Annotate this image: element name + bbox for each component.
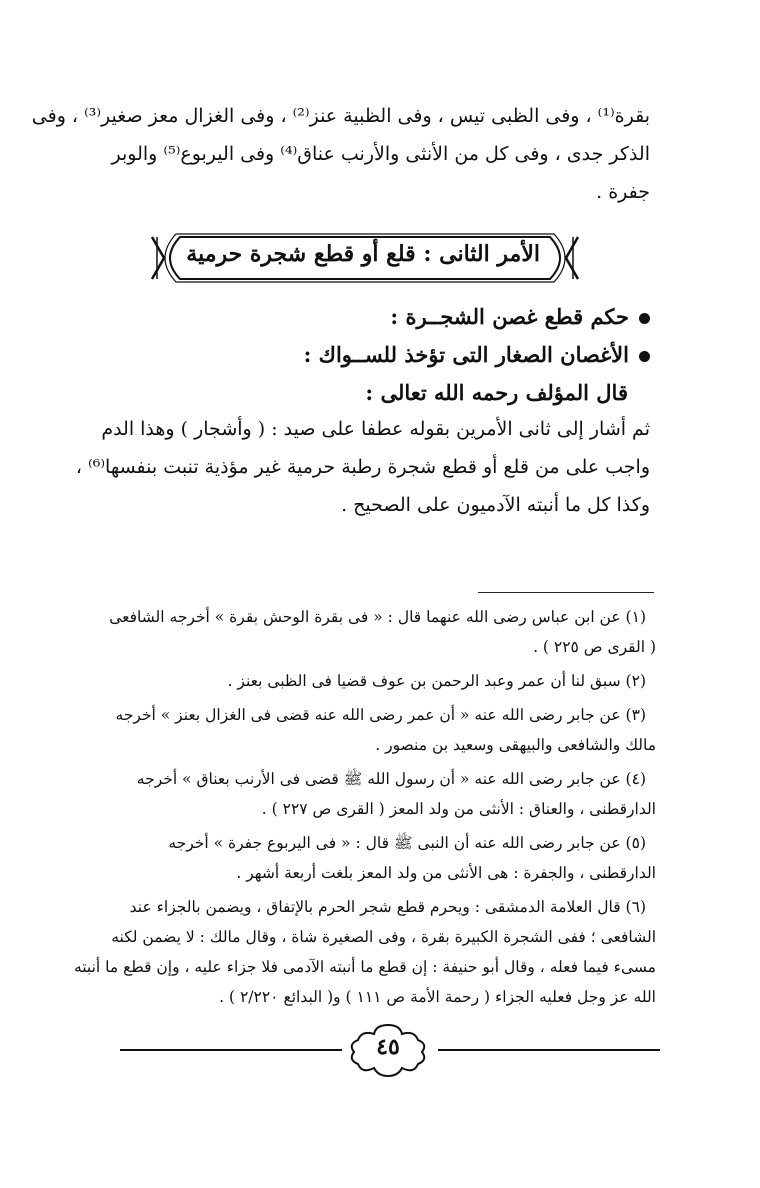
chapter-heading-frame	[150, 231, 580, 285]
footnote-text: عن جابر رضى الله عنه « أن رسول الله ﷺ قضى فى الأرنب بعناق » أخرجه	[136, 770, 621, 788]
text-line: جفرة .	[596, 181, 650, 203]
footnote-line: الله عز وجل فعليه الجزاء ( رحمة الأمة ص ١١١ ) و( البدائع ٢/٢٢٠ ) .	[219, 988, 656, 1006]
footnote-1	[108, 602, 656, 662]
bullet-heading-2	[200, 336, 650, 374]
footnote-2	[108, 666, 656, 696]
footnote-line: الدارقطنى ، والعناق : الأنثى من ولد المعز ( القرى ص ٢٢٧ ) .	[261, 800, 656, 818]
footnote-4	[108, 764, 656, 824]
footnote-line	[108, 764, 656, 794]
bullet-heading-1	[200, 298, 650, 336]
page-number: ٤٥	[376, 1034, 400, 1060]
footnote-number: (١)	[625, 608, 646, 626]
footnote-number: (٤)	[625, 770, 646, 788]
footnotes	[73, 602, 656, 1016]
bullet-heading-text: حكم قطع غصن الشجــرة :	[390, 304, 629, 329]
page-rule-left	[120, 1049, 342, 1051]
author-line: قال المؤلف رحمه الله تعالى :	[365, 380, 628, 405]
footnote-text: قال العلامة الدمشقى : ويحرم قطع شجر الحرم بالإتفاق ، ويضمن بالجزاء عند	[129, 898, 621, 916]
page-number-area	[120, 1022, 660, 1078]
text-line: واجب على من قلع أو قطع شجرة رطبة حرمية غير مؤذية تنبت بنفسها⁽⁶⁾ ،	[75, 456, 650, 478]
chapter-title: الأمر الثانى : قلع أو قطع شجرة حرمية	[186, 241, 540, 267]
text-line: ثم أشار إلى ثانى الأمرين بقوله عطفا على صيد : ( وأشجار ) وهذا الدم	[101, 418, 650, 440]
footnote-text: عن جابر رضى الله عنه أن النبى ﷺ قال : « فى اليربوع جفرة » أخرجه	[168, 834, 621, 852]
footnote-text: عن جابر رضى الله عنه « أن عمر رضى الله عنه قضى فى الغزال بعنز » أخرجه	[115, 706, 621, 724]
top-paragraph	[31, 97, 650, 211]
footnote-text: عن ابن عباس رضى الله عنهما قال : « فى بقرة الوحش بقرة » أخرجه الشافعى	[109, 608, 621, 626]
footnote-text: سبق لنا أن عمر وعبد الرحمن بن عوف قضيا فى الظبى بعنز .	[227, 672, 621, 690]
footnote-5	[108, 828, 656, 888]
bullet-heading-text: الأغصان الصغار التى تؤخذ للســواك :	[303, 342, 629, 367]
bullet-icon	[639, 351, 650, 362]
text-line: الذكر جدى ، وفى كل من الأنثى والأرنب عناق⁽⁴⁾ وفى اليربوع⁽⁵⁾ والوبر	[111, 143, 650, 165]
footnote-number: (٦)	[625, 898, 646, 916]
footnote-line: مسىء فيما فعله ، وقال أبو حنيفة : إن قطع ما أنبته الآدمى فلا جزاء عليه ، وإن قطع ما أنبته	[73, 958, 656, 976]
footnote-line: مالك والشافعى والبيهقى وسعيد بن منصور .	[375, 736, 656, 754]
footnote-number: (٣)	[625, 706, 646, 724]
footnote-number: (٥)	[625, 834, 646, 852]
page-rule-right	[438, 1049, 660, 1051]
footnote-line: الدارقطنى ، والجفرة : هى الأنثى من ولد المعز بلغت أربعة أشهر .	[236, 864, 656, 882]
subheadings	[200, 298, 650, 412]
main-paragraph	[75, 410, 650, 524]
footnote-line: ( القرى ص ٢٢٥ ) .	[533, 638, 656, 656]
footnote-line	[108, 602, 656, 632]
footnote-line	[108, 892, 656, 922]
footnote-line	[108, 828, 656, 858]
footnote-line	[108, 700, 656, 730]
footnote-6	[73, 892, 656, 1012]
bullet-icon	[639, 313, 650, 324]
footnote-separator	[478, 592, 654, 593]
footnote-number: (٢)	[625, 672, 646, 690]
footnote-3	[108, 700, 656, 760]
text-line: وكذا كل ما أنبته الآدميون على الصحيح .	[341, 494, 650, 516]
footnote-line	[108, 666, 656, 696]
footnote-line: الشافعى ؛ ففى الشجرة الكبيرة بقرة ، وفى الصغيرة شاة ، وقال مالك : لا يضمن لكنه	[111, 928, 656, 946]
text-line: بقرة⁽¹⁾ ، وفى الظبى تيس ، وفى الظبية عنز⁽²⁾ ، وفى الغزال معز صغير⁽³⁾ ، وفى	[31, 105, 650, 127]
